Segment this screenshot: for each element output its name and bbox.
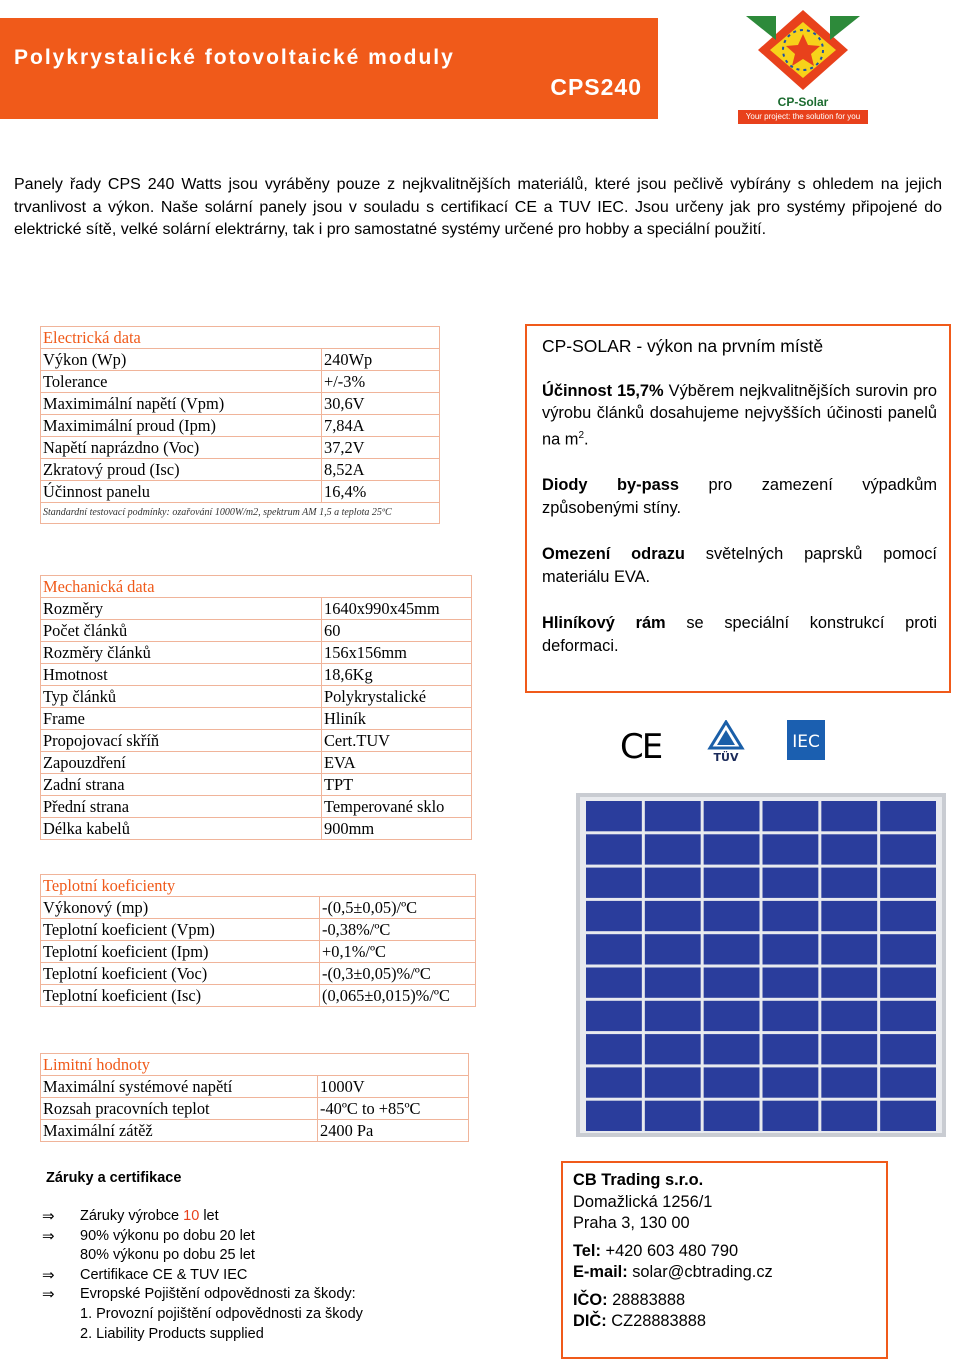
- table-row: [41, 393, 440, 415]
- spec-value: EVA: [322, 752, 472, 774]
- spec-value: 16,4%: [322, 481, 440, 503]
- panel-cell: [880, 901, 936, 931]
- table-row: [41, 1120, 469, 1142]
- feature-efficiency: Účinnost 15,7% Výběrem nejkvalitnějších surovin pro výrobu článků dosahujeme nejvyšších účinosti panelů na $m^2$.: [542, 381, 937, 448]
- header-banner: [0, 18, 658, 119]
- warranty-heading: Záruky a certifikace: [46, 1170, 182, 1186]
- spec-label: Rozměry: [41, 598, 322, 620]
- spec-value: 60: [322, 620, 472, 642]
- spec-label: Rozměry článků: [41, 642, 322, 664]
- spec-label: Teplotní koeficient (Vpm): [41, 919, 320, 941]
- spec-label: Rozsah pracovních teplot: [41, 1098, 318, 1120]
- table-row: [41, 752, 472, 774]
- spec-value: Cert.TUV: [322, 730, 472, 752]
- spec-label: Zapouzdření: [41, 752, 322, 774]
- spec-label: Teplotní koeficient (Isc): [41, 985, 320, 1007]
- spec-label: Napětí naprázdno (Voc): [41, 437, 322, 459]
- panel-cell: [821, 868, 877, 898]
- panel-cell: [880, 968, 936, 998]
- spec-label: Maximimální napětí (Vpm): [41, 393, 322, 415]
- spec-value: -0,38%/ºC: [320, 919, 476, 941]
- table-row: [41, 796, 472, 818]
- table-row: [41, 664, 472, 686]
- panel-cell: [821, 1067, 877, 1097]
- logo-brand: CP-Solar: [777, 95, 829, 109]
- spec-label: Přední strana: [41, 796, 322, 818]
- arrow-icon: ⇒: [42, 1226, 55, 1245]
- panel-cell: [645, 868, 701, 898]
- panel-cell: [586, 934, 642, 964]
- spec-label: Výkonový (mp): [41, 897, 320, 919]
- panel-cell: [704, 834, 760, 864]
- table-row: [41, 349, 440, 371]
- spec-label: Maximální systémové napětí: [41, 1076, 318, 1098]
- panel-cell: [704, 868, 760, 898]
- spec-value: Polykrystalické: [322, 686, 472, 708]
- spec-value: 37,2V: [322, 437, 440, 459]
- panel-cell: [763, 868, 819, 898]
- table-heading: Mechanická data: [41, 576, 322, 598]
- features-heading: CP-SOLAR - výkon na prvním místě: [542, 336, 824, 356]
- panel-cell: [704, 1101, 760, 1131]
- svg-text:IEC: IEC: [792, 732, 820, 752]
- panel-cell: [586, 801, 642, 831]
- spec-value: 8,52A: [322, 459, 440, 481]
- spec-value: -(0,3±0,05)%/ºC: [320, 963, 476, 985]
- solar-panel-image: [576, 793, 946, 1137]
- panel-cell: [821, 834, 877, 864]
- mechanical-table: [40, 575, 472, 840]
- spec-value: Hliník: [322, 708, 472, 730]
- table-row: [41, 371, 440, 393]
- warranty-item: ⇒ Záruky výrobce 10 let: [42, 1207, 219, 1225]
- table-heading: Teplotní koeficienty: [41, 875, 320, 897]
- panel-cell: [821, 968, 877, 998]
- model-name: CPS240: [550, 74, 642, 100]
- spec-label: Zadní strana: [41, 774, 322, 796]
- test-conditions-note: Standardní testovací podmínky: ozařování 1000W/m2, spektrum AM 1,5 a teplota 25ºC: [41, 503, 440, 524]
- intro-text: Panely řady CPS 240 Watts jsou vyráběny pouze z nejkvalitnějších materiálů, které jsou pečlivě vybírány s ohledem na jejich trvanlivost a výkon. Naše solární panely jsou v souladu s certifikací CE a TUV IEC. Jsou určeny jak pro systémy připojené do elektrické sítě, velké solární elektrárny, tak i pro samostatné systémy určené pro hobby a speciální použití.: [14, 176, 942, 239]
- company-tel: Tel: +420 603 480 790: [573, 1242, 739, 1260]
- table-row: [41, 1076, 469, 1098]
- panel-cell: [704, 934, 760, 964]
- company-name: CB Trading s.r.o.: [573, 1171, 704, 1189]
- electrical-table: [40, 326, 440, 524]
- panel-cell: [763, 968, 819, 998]
- spec-value: 240Wp: [322, 349, 440, 371]
- spec-value: (0,065±0,015)%/ºC: [320, 985, 476, 1007]
- logo-emblem-icon: [736, 6, 870, 96]
- panel-cell: [821, 1001, 877, 1031]
- panel-cell: [645, 1034, 701, 1064]
- panel-cell: [704, 1067, 760, 1097]
- table-row: [41, 774, 472, 796]
- temperature-table: [40, 874, 476, 1007]
- arrow-icon: ⇒: [42, 1265, 55, 1284]
- tuv-logo-icon: [704, 720, 748, 772]
- table-row: [41, 620, 472, 642]
- panel-cell: [704, 1034, 760, 1064]
- panel-cell: [880, 1067, 936, 1097]
- table-row: [41, 437, 440, 459]
- panel-cell: [763, 934, 819, 964]
- panel-cell: [821, 801, 877, 831]
- spec-label: Teplotní koeficient (Voc): [41, 963, 320, 985]
- page-title: Polykrystalické fotovoltaické moduly: [14, 46, 455, 69]
- panel-cell: [821, 934, 877, 964]
- spec-label: Teplotní koeficient (Ipm): [41, 941, 320, 963]
- spec-value: 30,6V: [322, 393, 440, 415]
- table-heading: Limitní hodnoty: [41, 1054, 318, 1076]
- spec-value: 156x156mm: [322, 642, 472, 664]
- panel-cell: [763, 1001, 819, 1031]
- spec-value: -40ºC to +85ºC: [318, 1098, 469, 1120]
- table-row: [41, 941, 476, 963]
- spec-value: 18,6Kg: [322, 664, 472, 686]
- company-ico: IČO: 28883888: [573, 1291, 686, 1309]
- features-box: [525, 324, 951, 693]
- arrow-icon: ⇒: [42, 1285, 55, 1304]
- spec-value: TPT: [322, 774, 472, 796]
- table-row: [41, 686, 472, 708]
- spec-label: Maximimální proud (Ipm): [41, 415, 322, 437]
- spec-value: +0,1%/ºC: [320, 941, 476, 963]
- table-row: [41, 459, 440, 481]
- table-row: [41, 730, 472, 752]
- panel-cell: [821, 901, 877, 931]
- ce-mark-icon: CE: [620, 727, 662, 767]
- iec-logo-icon: [787, 720, 825, 772]
- panel-cell: [586, 1067, 642, 1097]
- panel-cell: [645, 934, 701, 964]
- spec-value: -(0,5±0,05)/ºC: [320, 897, 476, 919]
- spec-value: 7,84A: [322, 415, 440, 437]
- spec-label: Délka kabelů: [41, 818, 322, 840]
- warranty-item-sub: 80% výkonu po dobu 25 let: [80, 1247, 255, 1264]
- warranty-item: ⇒ Certifikace CE & TUV IEC: [42, 1265, 248, 1284]
- warranty-item: ⇒ 90% výkonu po dobu 20 let: [42, 1226, 255, 1245]
- cp-solar-logo: [736, 6, 870, 126]
- panel-cell: [880, 834, 936, 864]
- warranty-item-sub: 1. Provozní pojištění odpovědnosti za škody: [80, 1305, 363, 1322]
- table-row: [41, 985, 476, 1007]
- spec-value: 2400 Pa: [318, 1120, 469, 1142]
- spec-label: Účinnost panelu: [41, 481, 322, 503]
- table-row: [41, 642, 472, 664]
- panel-cell: [645, 1101, 701, 1131]
- feature-frame: Hliníkový rám se speciální konstrukcí proti deformaci.: [542, 614, 937, 655]
- panel-cell: [880, 1101, 936, 1131]
- panel-cell: [763, 834, 819, 864]
- panel-cell: [880, 934, 936, 964]
- table-row: [41, 415, 440, 437]
- panel-cell: [763, 1034, 819, 1064]
- panel-cell: [763, 901, 819, 931]
- table-row: [41, 919, 476, 941]
- company-box: [561, 1161, 888, 1359]
- arrow-icon: ⇒: [42, 1207, 55, 1225]
- panel-cell: [704, 968, 760, 998]
- spec-value: +/-3%: [322, 371, 440, 393]
- panel-cell: [586, 1034, 642, 1064]
- panel-cell: [586, 868, 642, 898]
- panel-cell: [763, 1101, 819, 1131]
- table-heading: Electrická data: [41, 327, 322, 349]
- panel-cell: [586, 1001, 642, 1031]
- table-row: [41, 963, 476, 985]
- spec-value: Temperované sklo: [322, 796, 472, 818]
- table-row: [41, 818, 472, 840]
- feature-reflection: Omezení odrazu světelných paprsků pomocí materiálu EVA.: [542, 545, 937, 586]
- panel-cell: [880, 868, 936, 898]
- table-row: [41, 598, 472, 620]
- spec-label: Výkon (Wp): [41, 349, 322, 371]
- spec-label: Maximální zátěž: [41, 1120, 318, 1142]
- table-row: [41, 481, 440, 503]
- panel-cell: [821, 1034, 877, 1064]
- panel-cell: [880, 801, 936, 831]
- panel-cell: [645, 1001, 701, 1031]
- company-city: Praha 3, 130 00: [573, 1214, 690, 1232]
- spec-label: Frame: [41, 708, 322, 730]
- panel-cell: [763, 801, 819, 831]
- warranty-item-sub: 2. Liability Products supplied: [80, 1325, 264, 1342]
- panel-cell: [704, 1001, 760, 1031]
- panel-cell: [586, 834, 642, 864]
- logo-tagline: Your project: the solution for you: [738, 110, 868, 124]
- panel-cell: [821, 1101, 877, 1131]
- panel-cell: [704, 901, 760, 931]
- spec-label: Typ článků: [41, 686, 322, 708]
- table-row: [41, 897, 476, 919]
- panel-cell: [763, 1067, 819, 1097]
- panel-cell: [645, 801, 701, 831]
- panel-cell: [586, 1101, 642, 1131]
- spec-label: Počet článků: [41, 620, 322, 642]
- table-row: [41, 708, 472, 730]
- panel-cell: [645, 834, 701, 864]
- spec-label: Tolerance: [41, 371, 322, 393]
- company-dic: DIČ: CZ28883888: [573, 1312, 707, 1330]
- warranty-item: ⇒ Evropské Pojištění odpovědnosti za škody:: [42, 1285, 356, 1304]
- spec-label: Zkratový proud (Isc): [41, 459, 322, 481]
- spec-value: 900mm: [322, 818, 472, 840]
- feature-bypass: Diody by-pass pro zamezení výpadkům způsobenými stíny.: [542, 476, 937, 517]
- panel-cell: [586, 968, 642, 998]
- spec-label: Hmotnost: [41, 664, 322, 686]
- spec-value: 1000V: [318, 1076, 469, 1098]
- table-row: [41, 1098, 469, 1120]
- panel-cell: [880, 1001, 936, 1031]
- company-email[interactable]: E-mail: solar@cbtrading.cz: [573, 1263, 773, 1281]
- company-street: Domažlická 1256/1: [573, 1193, 713, 1211]
- spec-value: 1640x990x45mm: [322, 598, 472, 620]
- limits-table: [40, 1053, 469, 1142]
- panel-cell: [645, 968, 701, 998]
- panel-cell: [704, 801, 760, 831]
- panel-cell: [645, 901, 701, 931]
- spec-label: Propojovací skříň: [41, 730, 322, 752]
- panel-cell: [645, 1067, 701, 1097]
- panel-cell: [586, 901, 642, 931]
- svg-text:TÜV: TÜV: [713, 751, 739, 764]
- panel-cell: [880, 1034, 936, 1064]
